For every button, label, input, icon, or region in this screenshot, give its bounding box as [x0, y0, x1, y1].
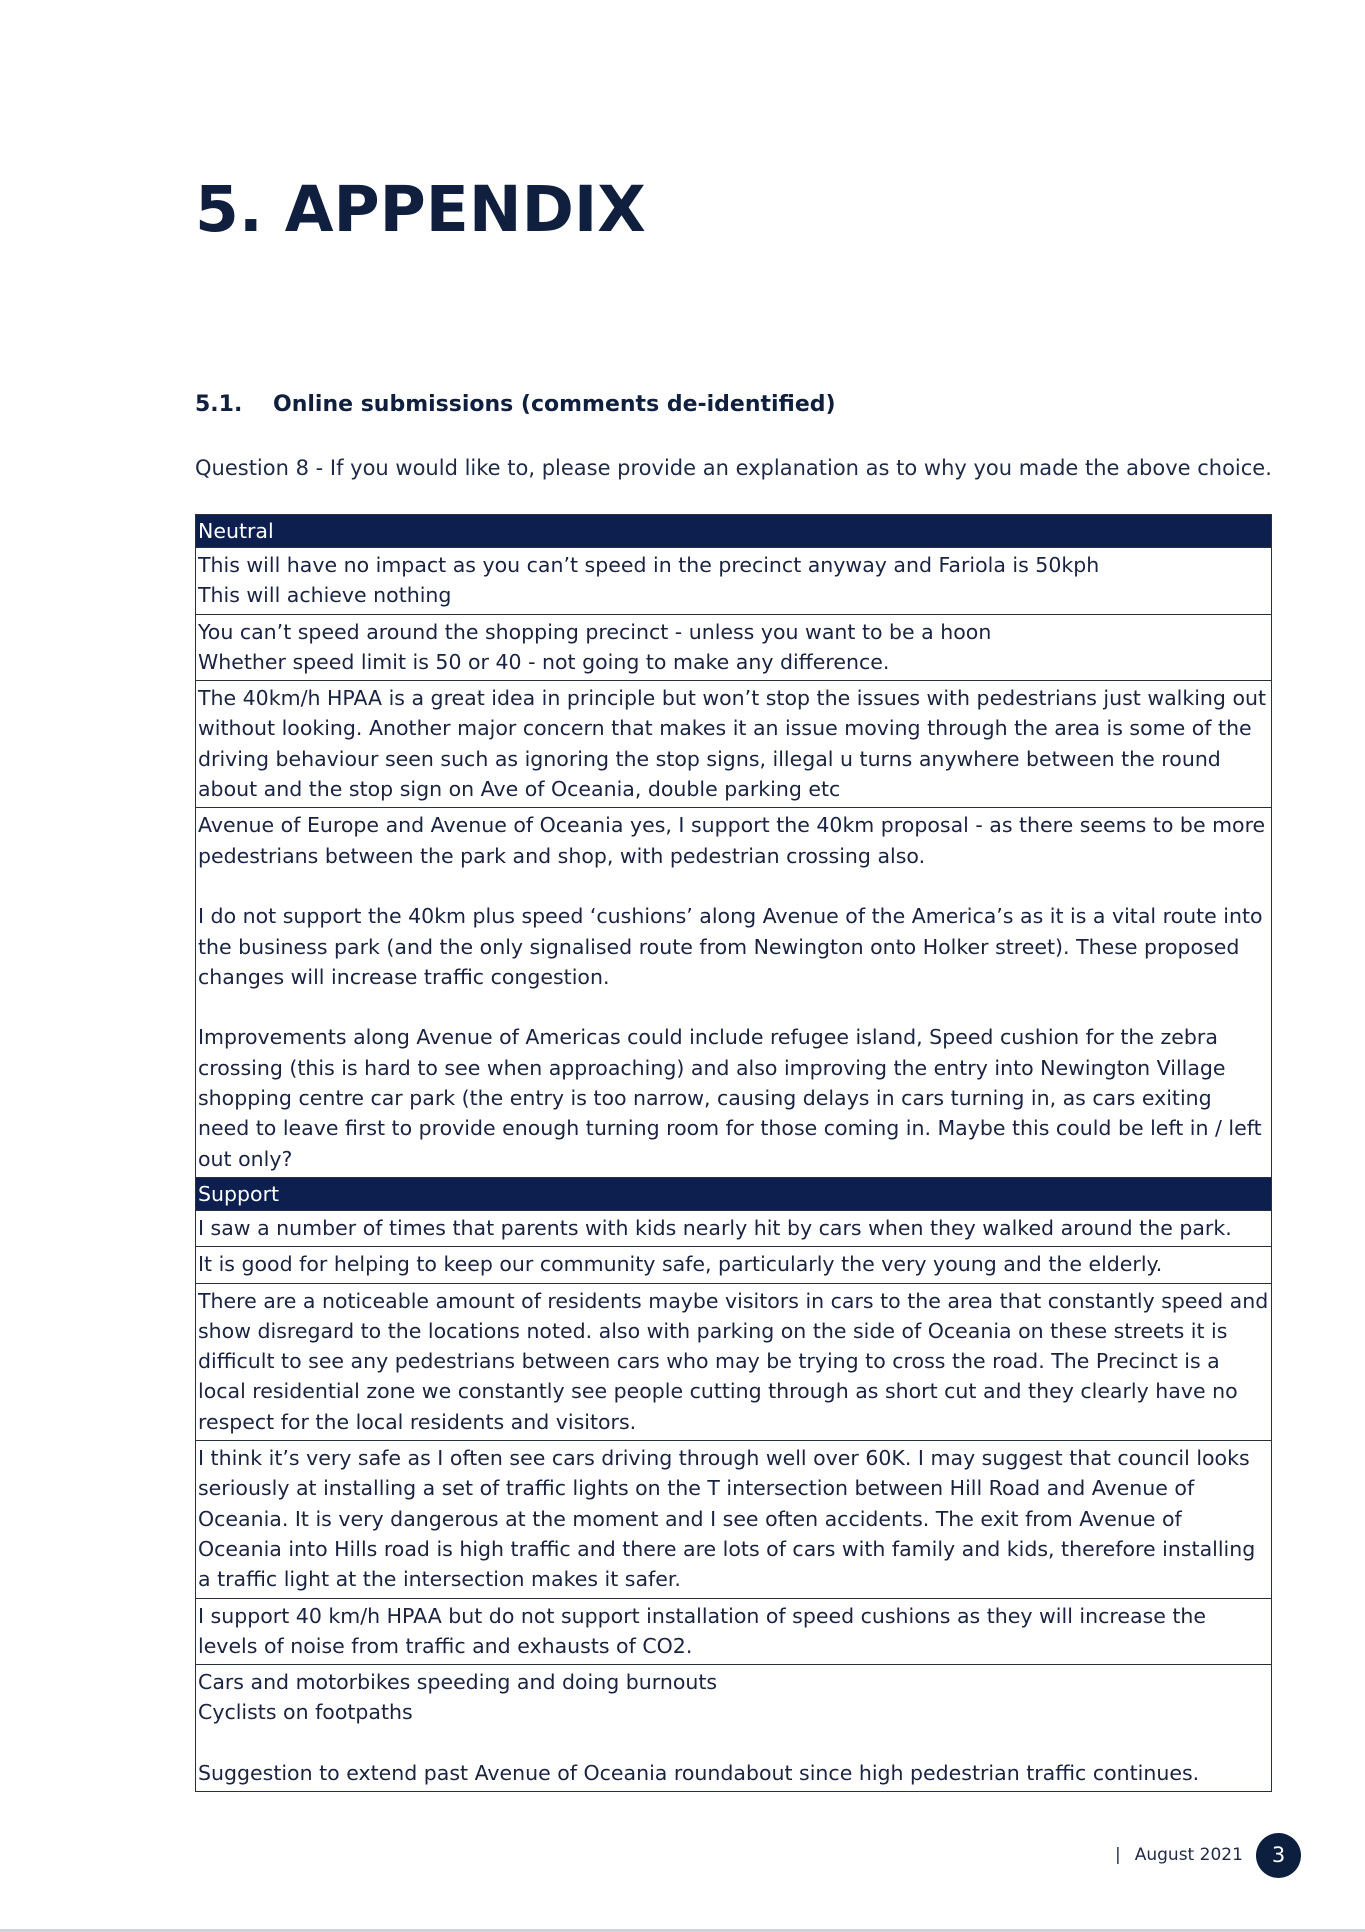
category-label-support: Support — [198, 1181, 280, 1206]
comment-text: There are a noticeable amount of residents maybe visitors in cars to the area that constantly speed and show disregard to the locations noted. also with parking on the side of Oceania on these streets it is difficult to see any pedestrians between cars who may be trying to cross the road. The Precinct is a local residential zone we constantly see people cutting through as short cut and they clearly have no respect for the local residents and visitors. — [198, 1288, 1269, 1434]
submissions-table — [195, 514, 1272, 1792]
comment-row — [196, 1665, 1272, 1792]
question-text: Question 8 - If you would like to, please provide an explanation as to why you made the above choice. — [195, 456, 1272, 480]
comment-row — [196, 1247, 1272, 1283]
section-heading — [195, 392, 836, 417]
category-label-neutral: Neutral — [198, 519, 274, 543]
comment-text: Avenue of Europe and Avenue of Oceania yes, I support the 40km proposal - as there seems to be more pedestrians between the park and shop, with pedestrian crossing also. I do not support the 40km plus speed ‘cushions’ along Avenue of the America’s as it is a vital route into the business park (and the only signalised route from Newington onto Holker street). These proposed changes will increase traffic congestion. Improvements along Avenue of Americas could include refugee island, Speed cushion for the zebra crossing (this is hard to see when approaching) and also improving the entry into Newington Village shopping centre car park (the entry is too narrow, causing delays in cars turning in, as cars exiting need to leave first to provide enough turning room for those coming in. Maybe this could be left in / left out only? — [198, 813, 1266, 1171]
comment-row — [196, 1598, 1272, 1665]
comment-text: It is good for helping to keep our community safe, particularly the very young and the elderly. — [198, 1252, 1163, 1277]
comment-row — [196, 1210, 1272, 1246]
footer-separator: | — [1115, 1845, 1121, 1865]
comment-row — [196, 681, 1272, 808]
comment-text: You can’t speed around the shopping precinct - unless you want to be a hoon Whether speed limit is 50 or 40 - not going to make any difference. — [198, 619, 992, 674]
comment-row — [196, 548, 1272, 615]
comment-row — [196, 808, 1272, 1178]
section-title: Online submissions (comments de-identified) — [273, 392, 836, 417]
comment-row — [196, 1441, 1272, 1598]
comment-row — [196, 1283, 1272, 1440]
comment-text: I support 40 km/h HPAA but do not support installation of speed cushions as they will increase the levels of noise from traffic and exhausts of CO2. — [198, 1603, 1206, 1658]
footer — [1115, 1845, 1243, 1865]
comment-text: This will have no impact as you can’t speed in the precinct anyway and Fariola is 50kph This will achieve nothing — [198, 553, 1100, 608]
comment-text: I saw a number of times that parents with kids nearly hit by cars when they walked around the park. — [198, 1215, 1232, 1240]
comment-row — [196, 614, 1272, 681]
comment-text: Cars and motorbikes speeding and doing burnouts Cyclists on footpaths Suggestion to extend past Avenue of Oceania roundabout since high pedestrian traffic continues. — [198, 1670, 1200, 1785]
page-number-badge: 3 — [1256, 1833, 1301, 1878]
footer-date: August 2021 — [1134, 1845, 1243, 1865]
category-row-neutral — [196, 515, 1272, 548]
comment-text: I think it’s very safe as I often see cars driving through well over 60K. I may suggest that council looks seriously at installing a set of traffic lights on the T intersection between Hill Road and Avenue of Oceania. It is very dangerous at the moment and I see often accidents. The exit from Avenue of Oceania into Hills road is high traffic and there are lots of cars with family and kids, therefore installing a traffic light at the intersection makes it safer. — [198, 1446, 1256, 1592]
comment-text: The 40km/h HPAA is a great idea in principle but won’t stop the issues with pedestrians just walking out without looking. Another major concern that makes it an issue moving through the area is some of the driving behaviour seen such as ignoring the stop signs, illegal u turns anywhere between the round about and the stop sign on Ave of Oceania, double parking etc — [198, 686, 1267, 802]
page-title: 5. APPENDIX — [195, 173, 646, 246]
category-row-support — [196, 1177, 1272, 1210]
section-number: 5.1. — [195, 392, 243, 417]
